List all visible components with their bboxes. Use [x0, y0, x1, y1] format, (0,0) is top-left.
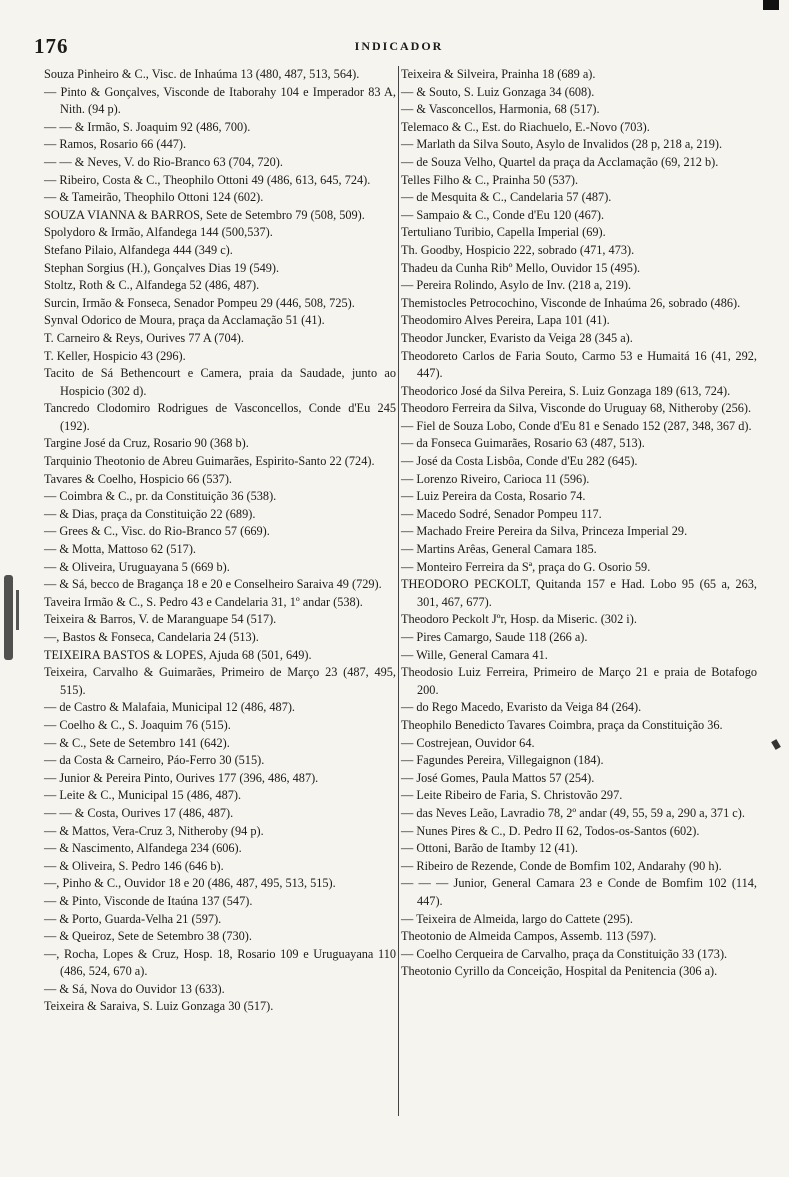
directory-entry: — de Castro & Malafaia, Municipal 12 (486, 487). [44, 700, 296, 715]
directory-entry: Theodosio Luiz Ferreira, Primeiro de Março 21 e praia de Botafogo 200. [401, 665, 757, 697]
directory-entry: — Fiel de Souza Lobo, Conde d'Eu 81 e Senado 152 (287, 348, 367 d). [401, 418, 752, 433]
directory-entry: — José Gomes, Paula Mattos 57 (254). [401, 770, 595, 785]
directory-entry: Surcin, Irmão & Fonseca, Senador Pompeu 29 (446, 508, 725). [44, 295, 355, 310]
directory-entry: SOUZA VIANNA & BARROS, Sete de Setembro 79 (508, 509). [44, 207, 365, 222]
directory-entry: — Costrejean, Ouvidor 64. [401, 735, 535, 750]
directory-entry: — — & Neves, V. do Rio-Branco 63 (704, 720). [44, 154, 283, 169]
directory-entry: Tarquinio Theotonio de Abreu Guimarães, Espirito-Santo 22 (724). [44, 454, 375, 469]
directory-entry: — Marlath da Silva Souto, Asylo de Invalidos (28 p, 218 a, 219). [401, 137, 723, 152]
directory-entry: — Martins Arêas, General Camara 185. [401, 542, 597, 557]
directory-entry: TEIXEIRA BASTOS & LOPES, Ajuda 68 (501, 649). [44, 647, 312, 662]
directory-entry: — Ramos, Rosario 66 (447). [44, 137, 187, 152]
directory-entry: Teixeira & Barros, V. de Maranguape 54 (517). [44, 612, 277, 627]
directory-entry: — Nunes Pires & C., D. Pedro II 62, Todos-os-Santos (602). [401, 823, 700, 838]
directory-entry: — & Sá, Nova do Ouvidor 13 (633). [44, 981, 225, 996]
right-column [401, 66, 757, 981]
directory-entry: — & Nascimento, Alfandega 234 (606). [44, 841, 242, 856]
directory-entry: — Machado Freire Pereira da Silva, Princeza Imperial 29. [401, 524, 688, 539]
directory-entry: — & Mattos, Vera-Cruz 3, Nitheroby (94 p). [44, 823, 264, 838]
directory-entry: — & Pinto, Visconde de Itaúna 137 (547). [44, 893, 253, 908]
directory-entry: — Coimbra & C., pr. da Constituição 36 (538). [44, 489, 277, 504]
directory-entry: — & Tameirão, Theophilo Ottoni 124 (602). [44, 190, 264, 205]
directory-entry: Theodomiro Alves Pereira, Lapa 101 (41). [401, 313, 610, 328]
margin-mark [771, 739, 781, 750]
directory-entry: — Sampaio & C., Conde d'Eu 120 (467). [401, 207, 605, 222]
directory-entry: Theotonio de Almeida Campos, Assemb. 113 (597). [401, 929, 657, 944]
directory-entry: Telles Filho & C., Prainha 50 (537). [401, 172, 579, 187]
directory-entry: — Lorenzo Riveiro, Carioca 11 (596). [401, 471, 590, 486]
directory-entry: —, Pinho & C., Ouvidor 18 e 20 (486, 487, 495, 513, 515). [44, 876, 336, 891]
directory-entry: — José da Costa Lisbôa, Conde d'Eu 282 (645). [401, 454, 638, 469]
directory-entry: — da Fonseca Guimarães, Rosario 63 (487, 513). [401, 436, 645, 451]
directory-entry: Theodor Juncker, Evaristo da Veiga 28 (345 a). [401, 330, 633, 345]
directory-entry: Stephan Sorgius (H.), Gonçalves Dias 19 (549). [44, 260, 280, 275]
directory-entry: Themistocles Petrocochino, Visconde de Inhaúma 26, sobrado (486). [401, 295, 741, 310]
directory-entry: Teixeira, Carvalho & Guimarães, Primeiro de Março 23 (487, 495, 515). [44, 665, 396, 697]
directory-entry: Teixeira & Saraiva, S. Luiz Gonzaga 30 (517). [44, 999, 274, 1014]
directory-entry: Souza Pinheiro & C., Visc. de Inhaúma 13 (480, 487, 513, 564). [44, 67, 360, 81]
directory-entry: — Coelho & C., S. Joaquim 76 (515). [44, 717, 231, 732]
directory-entry: Theodorico José da Silva Pereira, S. Luiz Gonzaga 189 (613, 724). [401, 383, 731, 398]
directory-entry: T. Keller, Hospicio 43 (296). [44, 348, 186, 363]
directory-entry: — da Costa & Carneiro, Páo-Ferro 30 (515). [44, 753, 265, 768]
directory-entry: Stoltz, Roth & C., Alfandega 52 (486, 487). [44, 278, 260, 293]
directory-entry: Th. Goodby, Hospicio 222, sobrado (471, 473). [401, 242, 635, 257]
directory-entry: — Pires Camargo, Saude 118 (266 a). [401, 630, 588, 644]
directory-entry: — de Souza Velho, Quartel da praça da Acclamação (69, 212 b). [401, 154, 719, 169]
directory-entry: — das Neves Leão, Lavradio 78, 2º andar (49, 55, 59 a, 290 a, 371 c). [401, 805, 745, 820]
directory-entry: Tavares & Coelho, Hospicio 66 (537). [44, 471, 232, 486]
directory-entry: — & Oliveira, S. Pedro 146 (646 b). [44, 858, 224, 873]
page-number: 176 [34, 34, 69, 58]
directory-entry: Spolydoro & Irmão, Alfandega 144 (500,537). [44, 225, 273, 240]
directory-entry: — do Rego Macedo, Evaristo da Veiga 84 (264). [401, 700, 642, 715]
directory-entry: — Junior & Pereira Pinto, Ourives 177 (396, 486, 487). [44, 770, 319, 785]
column-divider [398, 66, 399, 1116]
directory-entry: Theodoreto Carlos de Faria Souto, Carmo 53 e Humaitá 16 (41, 292, 447). [401, 348, 757, 381]
corner-mark [763, 0, 779, 10]
directory-entry: — & Dias, praça da Constituição 22 (689). [44, 506, 256, 521]
directory-entry: Theotonio Cyrillo da Conceição, Hospital da Penitencia (306 a). [401, 964, 718, 979]
directory-entry: Theodoro Ferreira da Silva, Visconde do Uruguay 68, Nitheroby (256). [401, 401, 752, 416]
directory-entry: Targine José da Cruz, Rosario 90 (368 b). [44, 436, 249, 451]
directory-entry: T. Carneiro & Reys, Ourives 77 A (704). [44, 330, 244, 345]
ink-blot [4, 575, 13, 660]
directory-entry: — — — Junior, General Camara 23 e Conde de Bomfim 102 (114, 447). [401, 876, 757, 908]
directory-entry: THEODORO PECKOLT, Quitanda 157 e Had. Lobo 95 (65 a, 263, 301, 467, 677). [401, 577, 757, 609]
directory-entry: — — & Costa, Ourives 17 (486, 487). [44, 805, 234, 820]
directory-entry: Tancredo Clodomiro Rodrigues de Vasconcellos, Conde d'Eu 245 (192). [44, 401, 396, 433]
directory-entry: — & Queiroz, Sete de Setembro 38 (730). [44, 929, 252, 944]
page-header [34, 34, 764, 58]
directory-entry: — Leite & C., Municipal 15 (486, 487). [44, 788, 242, 803]
directory-entry: — & Porto, Guarda-Velha 21 (597). [44, 911, 222, 926]
directory-entry: — Ottoni, Barão de Itamby 12 (41). [401, 841, 578, 856]
directory-entry: — Pereira Rolindo, Asylo de Inv. (218 a, 219). [401, 278, 632, 293]
directory-entry: — & Vasconcellos, Harmonia, 68 (517). [401, 102, 600, 117]
directory-entry: Thadeu da Cunha Ribº Mello, Ouvidor 15 (495). [401, 260, 641, 275]
ink-mark [16, 590, 19, 630]
directory-entry: — Ribeiro de Rezende, Conde de Bomfim 102, Andarahy (90 h). [401, 858, 722, 873]
directory-entry: Synval Odorico de Moura, praça da Acclamação 51 (41). [44, 313, 325, 328]
directory-entry: — Wille, General Camara 41. [401, 647, 548, 662]
directory-entry: — & C., Sete de Setembro 141 (642). [44, 735, 230, 750]
directory-entry: — & Souto, S. Luiz Gonzaga 34 (608). [401, 84, 595, 99]
directory-entry: Tertuliano Turibio, Capella Imperial (69). [401, 225, 606, 240]
directory-entry: — Coelho Cerqueira de Carvalho, praça da Constituição 33 (173). [401, 946, 728, 961]
directory-entry: — Luiz Pereira da Costa, Rosario 74. [401, 489, 586, 504]
directory-entry: — Teixeira de Almeida, largo do Cattete (295). [401, 911, 633, 926]
directory-entry: — Monteiro Ferreira da Sª, praça do G. Osorio 59. [401, 559, 651, 574]
left-column [44, 66, 396, 1016]
directory-entry: — & Oliveira, Uruguayana 5 (669 b). [44, 559, 230, 574]
directory-entry: Theodoro Peckolt Jºr, Hosp. da Miseric. (302 i). [401, 612, 637, 627]
directory-entry: — Pinto & Gonçalves, Visconde de Itaborahy 104 e Imperador 83 A, Nith. (94 p). [44, 84, 396, 117]
directory-entry: — — & Irmão, S. Joaquim 92 (486, 700). [44, 119, 251, 134]
directory-entry: — Grees & C., Visc. do Rio-Branco 57 (669). [44, 524, 270, 539]
directory-entry: Tacito de Sá Bethencourt e Camera, praia da Saudade, junto ao Hospicio (302 d). [44, 366, 396, 398]
directory-entry: — Ribeiro, Costa & C., Theophilo Ottoni 49 (486, 613, 645, 724). [44, 172, 371, 187]
directory-entry: —, Bastos & Fonseca, Candelaria 24 (513). [44, 630, 259, 644]
directory-entry: Teixeira & Silveira, Prainha 18 (689 a). [401, 67, 596, 81]
directory-entry: — de Mesquita & C., Candelaria 57 (487). [401, 190, 612, 205]
directory-entry: — & Sá, becco de Bragança 18 e 20 e Conselheiro Saraiva 49 (729). [44, 577, 382, 592]
directory-entry: — Leite Ribeiro de Faria, S. Christovão 297. [401, 788, 623, 803]
directory-entry: Taveira Irmão & C., S. Pedro 43 e Candelaria 31, 1º andar (538). [44, 594, 363, 609]
directory-entry: Telemaco & C., Est. do Riachuelo, E.-Novo (703). [401, 119, 650, 134]
directory-entry: Theophilo Benedicto Tavares Coimbra, praça da Constituição 36. [401, 717, 723, 732]
directory-entry: —, Rocha, Lopes & Cruz, Hosp. 18, Rosario 109 e Uruguayana 110 (486, 524, 670 a). [44, 946, 396, 979]
directory-entry: Stefano Pilaio, Alfandega 444 (349 c). [44, 242, 233, 257]
running-title: INDICADOR [354, 39, 444, 53]
directory-entry: — & Motta, Mattoso 62 (517). [44, 542, 196, 557]
directory-entry: — Fagundes Pereira, Villegaignon (184). [401, 753, 604, 768]
directory-entry: — Macedo Sodré, Senador Pompeu 117. [401, 506, 602, 521]
